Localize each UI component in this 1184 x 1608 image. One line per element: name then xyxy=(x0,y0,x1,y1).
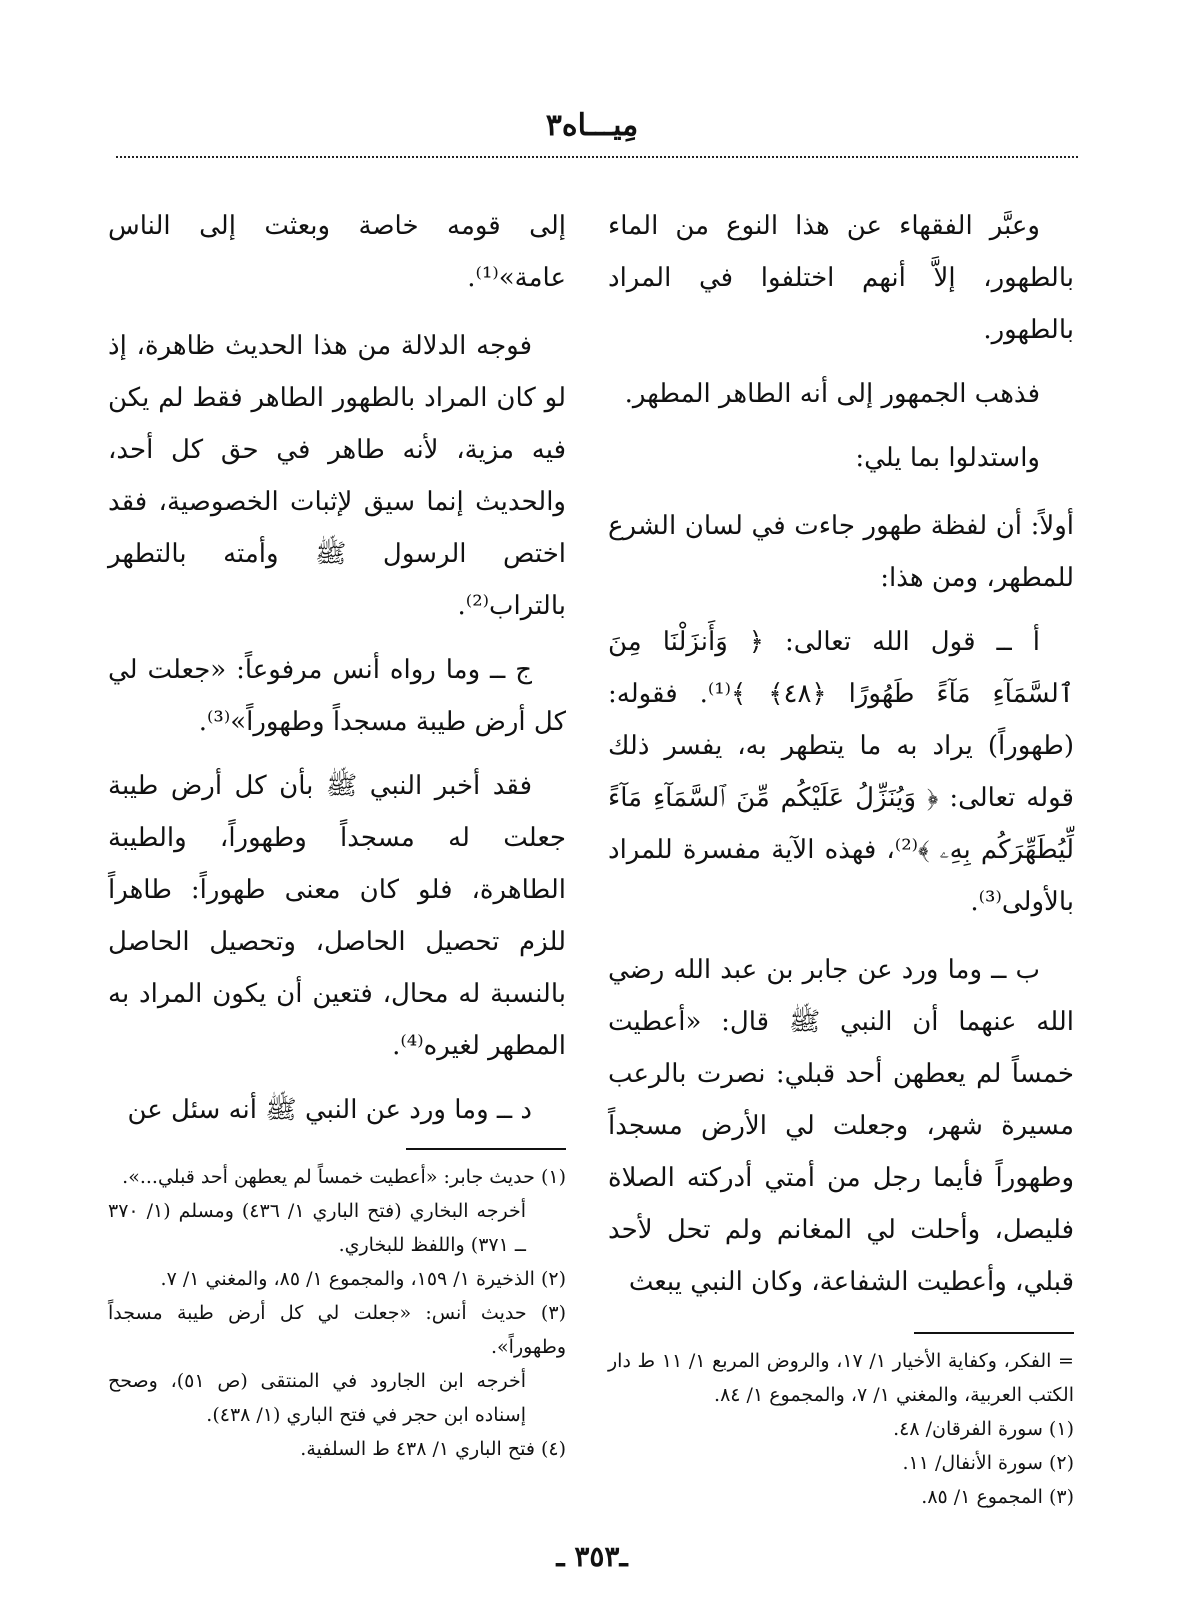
footnote: (٢) سورة الأنفال/ ١١. xyxy=(902,1452,1074,1474)
right-column-body xyxy=(608,200,1074,1308)
paragraph: واستدلوا بما يلي: xyxy=(855,443,1040,473)
footnote: (٢) الذخيرة ١/ ١٥٩، والمجموع ١/ ٨٥، والمغني ١/ ٧. xyxy=(160,1268,566,1290)
paragraph: إلى قومه خاصة وبعثت إلى الناس عامة»⁽¹⁾. xyxy=(108,211,566,293)
footnote-separator xyxy=(406,1148,566,1150)
footnote: (١) سورة الفرقان/ ٤٨. xyxy=(893,1418,1074,1440)
footnote: أخرجه ابن الجارود في المنتقى (ص ٥١)، وصحح إسناده ابن حجر في فتح الباري (١/ ٤٣٨). xyxy=(108,1370,526,1426)
paragraph: فذهب الجمهور إلى أنه الطاهر المطهر. xyxy=(624,379,1040,409)
footnote: (٣) المجموع ١/ ٨٥. xyxy=(921,1486,1074,1508)
footnote: = الفكر، وكفاية الأخيار ١/ ١٧، والروض المربع ١/ ١١ ط دار الكتب العربية، والمغني ١/ ٧، والمجموع ١/ ٨٤. xyxy=(608,1350,1074,1406)
paragraph: ج ــ وما رواه أنس مرفوعاً: «جعلت لي كل أرض طيبة مسجداً وطهوراً»⁽³⁾. xyxy=(108,655,566,737)
left-column-footnotes xyxy=(108,1160,566,1466)
running-header-title: مِيـــاه٣ xyxy=(545,108,639,143)
paragraph: فقد أخبر النبي ﷺ بأن كل أرض طيبة جعلت له مسجداً وطهوراً، والطيبة الطاهرة، فلو كان معنى طهوراً: طاهراً للزم تحصيل الحاصل، وتحصيل الحاصل بالنسبة له محال، فتعين أن يكون المراد به المطهر لغيره⁽⁴⁾. xyxy=(108,771,566,1061)
left-column-body xyxy=(108,200,566,1136)
paragraph: أولاً: أن لفظة طهور جاءت في لسان الشرع للمطهر، ومن هذا: xyxy=(608,511,1074,593)
page-number: ـ٣٥٣ ـ xyxy=(556,1540,628,1573)
footnote: (١) حديث جابر: «أعطيت خمساً لم يعطهن أحد قبلي...». xyxy=(122,1166,566,1188)
header-dotted-rule xyxy=(116,156,1078,158)
paragraph: وعبَّر الفقهاء عن هذا النوع من الماء بالطهور، إلاَّ أنهم اختلفوا في المراد بالطهور. xyxy=(608,211,1074,345)
footnote: (٤) فتح الباري ١/ ٤٣٨ ط السلفية. xyxy=(300,1438,566,1460)
footnote: (٣) حديث أنس: «جعلت لي كل أرض طيبة مسجداً وطهوراً». xyxy=(108,1302,566,1358)
right-column xyxy=(608,200,1074,1514)
paragraph: ب ــ وما ورد عن جابر بن عبد الله رضي الله عنهما أن النبي ﷺ قال: «أعطيت خمساً لم يعطهن أحد قبلي: نصرت بالرعب مسيرة شهر، وجعلت لي الأرض مسجداً وطهوراً فأيما رجل من أمتي أدركته الصلاة فليصل، وأحلت لي المغانم ولم تحل لأحد قبلي، وأعطيت الشفاعة، وكان النبي يبعث xyxy=(608,955,1074,1297)
footnote: أخرجه البخاري (فتح الباري ١/ ٤٣٦) ومسلم (١/ ٣٧٠ ــ ٣٧١) واللفظ للبخاري. xyxy=(108,1200,526,1256)
right-column-footnotes xyxy=(608,1344,1074,1514)
footnote-separator xyxy=(914,1332,1074,1334)
paragraph: د ــ وما ورد عن النبي ﷺ أنه سئل عن xyxy=(127,1095,532,1125)
paragraph: أ ــ قول الله تعالى: ﴿ وَأَنزَلْنَا مِنَ ٱلسَّمَآءِ مَآءً طَهُورًا ﴿٤٨﴾ ﴾⁽¹⁾. فقوله: (طهوراً) يراد به ما يتطهر به، يفسر ذلك قوله تعالى: ﴿ وَيُنَزِّلُ عَلَيْكُم مِّنَ ٱلسَّمَآءِ مَآءً لِّيُطَهِّرَكُم بِهِۦ ﴾⁽²⁾، فهذه الآية مفسرة للمراد بالأولى⁽³⁾. xyxy=(608,627,1074,917)
left-column xyxy=(108,200,566,1466)
paragraph: فوجه الدلالة من هذا الحديث ظاهرة، إذ لو كان المراد بالطهور الطاهر فقط لم يكن فيه مزية، لأنه طاهر في حق كل أحد، والحديث إنما سيق لإثبات الخصوصية، فقد اختص الرسول ﷺ وأمته بالتطهر بالتراب⁽²⁾. xyxy=(108,331,566,621)
